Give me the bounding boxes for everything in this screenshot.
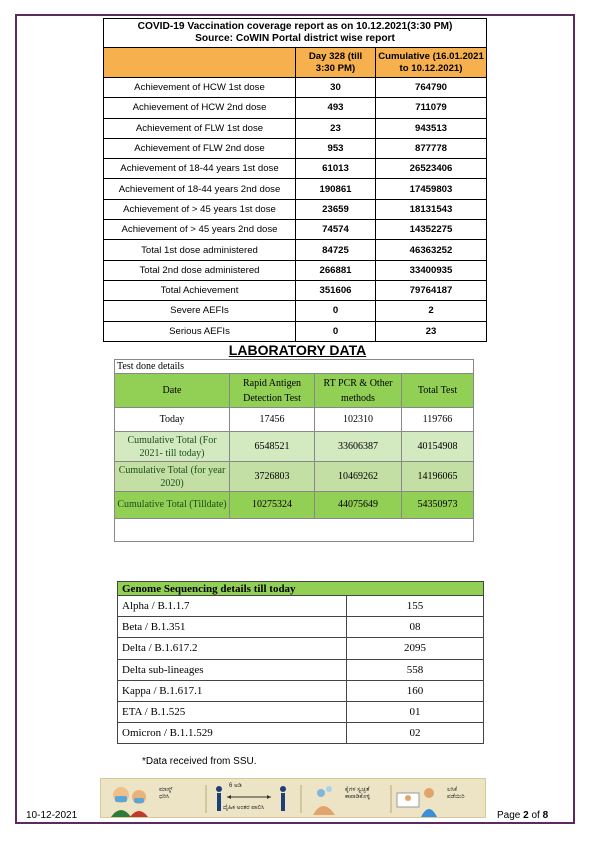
vaccination-row-cumulative: 46363252 <box>376 240 487 260</box>
vaccination-row-label: Achievement of 18-44 years 1st dose <box>104 159 296 179</box>
lab-row-total: 54350973 <box>402 492 474 519</box>
vaccination-row-label: Serious AEFIs <box>104 321 296 341</box>
lab-row-label: Cumulative Total (Tilldate) <box>115 492 230 519</box>
vaccination-row-day: 0 <box>296 301 376 321</box>
genome-row <box>118 596 484 617</box>
genome-table <box>117 581 484 744</box>
lab-row <box>115 432 474 462</box>
vaccination-row <box>104 321 487 341</box>
vaccination-row-label: Achievement of 18-44 years 2nd dose <box>104 179 296 199</box>
lab-row-rat: 17456 <box>230 408 315 432</box>
vaccination-row-day: 84725 <box>296 240 376 260</box>
lab-row <box>115 462 474 492</box>
vaccination-row-label: Achievement of FLW 2nd dose <box>104 138 296 158</box>
genome-count: 02 <box>347 723 484 744</box>
vaccination-row <box>104 78 487 98</box>
lab-header-rat: Rapid Antigen Detection Test <box>230 374 315 408</box>
vaccination-row-day: 190861 <box>296 179 376 199</box>
vaccination-row-label: Severe AEFIs <box>104 301 296 321</box>
vaccination-row-label: Achievement of > 45 years 2nd dose <box>104 220 296 240</box>
vaccination-row-cumulative: 23 <box>376 321 487 341</box>
awareness-banner <box>100 778 486 818</box>
vaccination-row-day: 23 <box>296 118 376 138</box>
vaccination-row-cumulative: 943513 <box>376 118 487 138</box>
lab-table <box>114 359 474 542</box>
vaccination-row <box>104 260 487 280</box>
vaccination-row-label: Achievement of FLW 1st dose <box>104 118 296 138</box>
data-source-note: *Data received from SSU. <box>142 756 257 767</box>
genome-row <box>118 659 484 680</box>
genome-variant: Beta / B.1.351 <box>118 617 347 638</box>
vaccination-title: COVID-19 Vaccination coverage report as on 10.12.2021(3:30 PM) Source: CoWIN Portal district wise report <box>104 19 487 48</box>
lab-row-label: Cumulative Total (For 2021- till today) <box>115 432 230 462</box>
genome-count: 558 <box>347 659 484 680</box>
vaccination-header-row <box>104 48 487 78</box>
genome-variant: Alpha / B.1.1.7 <box>118 596 347 617</box>
vaccination-row-cumulative: 18131543 <box>376 199 487 219</box>
genome-variant: Omicron / B.1.1.529 <box>118 723 347 744</box>
header-empty <box>104 48 296 78</box>
genome-count: 160 <box>347 680 484 701</box>
genome-variant: Delta sub-lineages <box>118 659 347 680</box>
genome-row <box>118 723 484 744</box>
genome-count: 08 <box>347 617 484 638</box>
vaccination-row-label: Achievement of HCW 2nd dose <box>104 98 296 118</box>
vaccination-row-day: 493 <box>296 98 376 118</box>
lab-row-rat: 3726803 <box>230 462 315 492</box>
banner-text-3: ದೈಹಿಕ ಅಂತರ ಪಾಲಿಸಿ <box>223 805 265 811</box>
banner-text-2: 6 ಅಡಿ <box>229 783 242 789</box>
lab-row-rat: 6548521 <box>230 432 315 462</box>
vaccination-row-label: Total 1st dose administered <box>104 240 296 260</box>
vaccination-row <box>104 240 487 260</box>
lab-row-rtpcr: 33606387 <box>315 432 402 462</box>
vaccination-row <box>104 159 487 179</box>
vaccination-row <box>104 301 487 321</box>
vaccination-row <box>104 220 487 240</box>
genome-row <box>118 617 484 638</box>
vaccination-row-day: 953 <box>296 138 376 158</box>
vaccination-row <box>104 179 487 199</box>
lab-row <box>115 492 474 519</box>
genome-row <box>118 680 484 701</box>
lab-empty-row <box>115 519 474 542</box>
vaccination-row <box>104 138 487 158</box>
lab-row <box>115 408 474 432</box>
vaccination-row-cumulative: 711079 <box>376 98 487 118</box>
lab-header-rtpcr: RT PCR & Other methods <box>315 374 402 408</box>
lab-row-total: 14196065 <box>402 462 474 492</box>
genome-variant: Delta / B.1.617.2 <box>118 638 347 659</box>
vaccination-row <box>104 280 487 300</box>
doctor-icon <box>397 788 437 817</box>
genome-variant: Kappa / B.1.617.1 <box>118 680 347 701</box>
vaccination-row-day: 30 <box>296 78 376 98</box>
vaccination-row-label: Total Achievement <box>104 280 296 300</box>
lab-caption: Test done details <box>115 360 474 374</box>
lab-header-total: Total Test <box>402 374 474 408</box>
genome-count: 2095 <box>347 638 484 659</box>
vaccination-row-label: Achievement of HCW 1st dose <box>104 78 296 98</box>
vaccination-row-cumulative: 17459803 <box>376 179 487 199</box>
masked-people-icon <box>111 787 148 817</box>
vaccination-row-cumulative: 79764187 <box>376 280 487 300</box>
vaccination-row-cumulative: 26523406 <box>376 159 487 179</box>
footer-page-number: Page 2 of 8 <box>497 810 549 821</box>
lab-row-rtpcr: 102310 <box>315 408 402 432</box>
lab-row-label: Cumulative Total (for year 2020) <box>115 462 230 492</box>
lab-row-rtpcr: 10469262 <box>315 462 402 492</box>
banner-text-1: ಮಾಸ್ಕ್ ಧರಿಸಿ <box>159 787 173 800</box>
genome-variant: ETA / B.1.525 <box>118 701 347 722</box>
lab-header-row <box>115 374 474 408</box>
vaccination-row-day: 23659 <box>296 199 376 219</box>
vaccination-row-day: 61013 <box>296 159 376 179</box>
lab-row-total: 40154908 <box>402 432 474 462</box>
banner-text-4: ಕೈಗಳ ಸ್ವಚ್ಛತೆ ಕಾಪಾಡಿಕೊಳ್ಳಿ <box>345 787 370 800</box>
vaccination-row-day: 266881 <box>296 260 376 280</box>
vaccination-row-cumulative: 877778 <box>376 138 487 158</box>
vaccination-row-label: Total 2nd dose administered <box>104 260 296 280</box>
vaccination-row-day: 0 <box>296 321 376 341</box>
genome-row <box>118 701 484 722</box>
vaccination-row-day: 74574 <box>296 220 376 240</box>
vaccination-row-label: Achievement of > 45 years 1st dose <box>104 199 296 219</box>
vaccination-row <box>104 98 487 118</box>
vaccination-table <box>103 18 487 342</box>
lab-row-label: Today <box>115 408 230 432</box>
vaccination-row-cumulative: 33400935 <box>376 260 487 280</box>
lab-row-rat: 10275324 <box>230 492 315 519</box>
vaccination-row <box>104 118 487 138</box>
lab-title: LABORATORY DATA <box>228 342 367 358</box>
lab-header-date: Date <box>115 374 230 408</box>
genome-count: 155 <box>347 596 484 617</box>
footer-date: 10-12-2021 <box>26 810 78 821</box>
genome-title: Genome Sequencing details till today <box>118 582 484 596</box>
vaccination-row <box>104 199 487 219</box>
handwash-icon <box>313 786 335 815</box>
vaccination-row-cumulative: 14352275 <box>376 220 487 240</box>
banner-text-5: ಲಸಿಕೆ ಪಡೆಯಿರಿ <box>447 787 465 800</box>
lab-row-rtpcr: 44075649 <box>315 492 402 519</box>
vaccination-row-cumulative: 764790 <box>376 78 487 98</box>
vaccination-row-day: 351606 <box>296 280 376 300</box>
genome-count: 01 <box>347 701 484 722</box>
lab-row-total: 119766 <box>402 408 474 432</box>
vaccination-row-cumulative: 2 <box>376 301 487 321</box>
header-day: Day 328 (till 3:30 PM) <box>296 48 376 78</box>
header-cumulative: Cumulative (16.01.2021 to 10.12.2021) <box>376 48 487 78</box>
genome-row <box>118 638 484 659</box>
